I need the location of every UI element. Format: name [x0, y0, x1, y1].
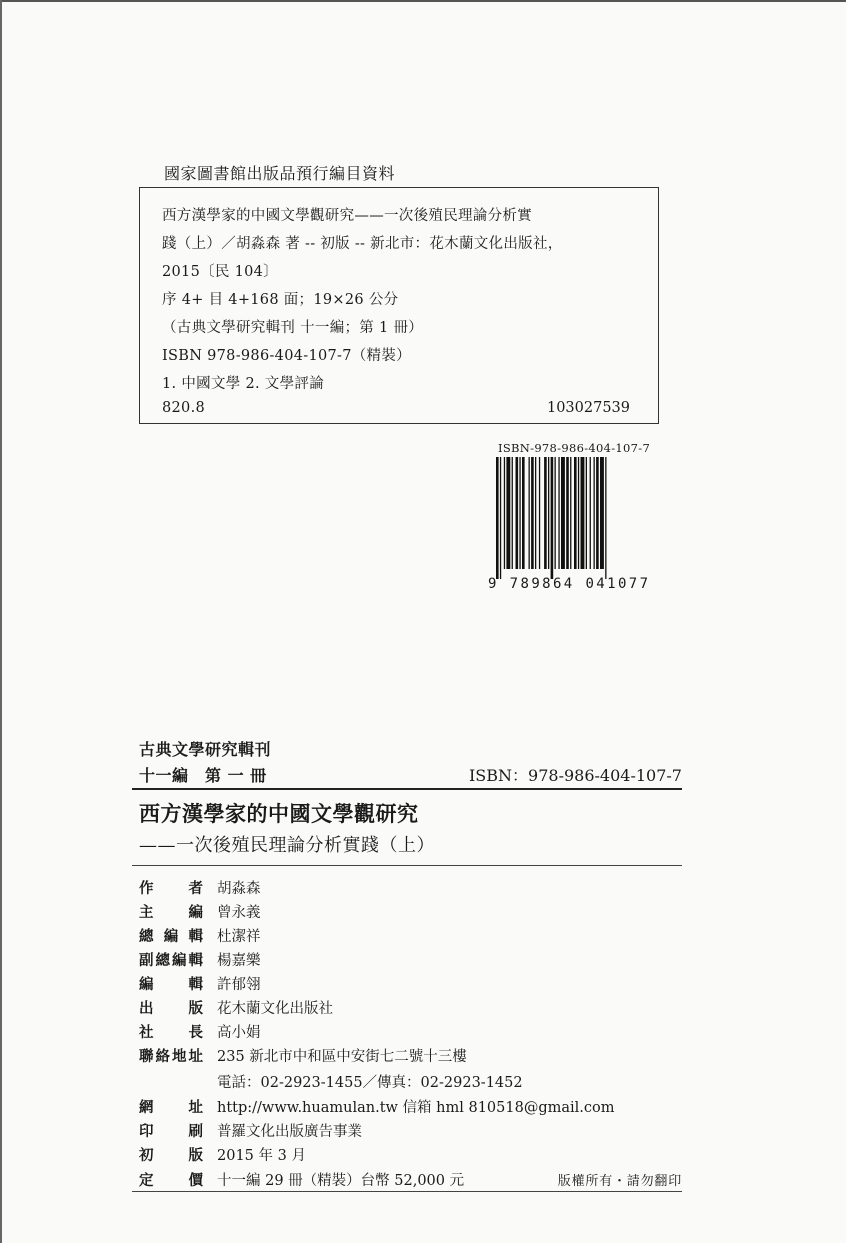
cip-line: 序 4+ 目 4+168 面；19×26 公分	[162, 292, 399, 308]
credit-label: 初版	[139, 1147, 203, 1164]
credit-value: 2015 年 3 月	[217, 1148, 306, 1164]
credit-value: 胡淼森	[217, 881, 261, 897]
credit-label: 印刷	[139, 1123, 203, 1140]
page-top-border	[0, 0, 846, 2]
copyright-notice: 版權所有・請勿翻印	[557, 1174, 682, 1189]
book-subtitle: ——一次後殖民理論分析實踐（上）	[139, 835, 435, 856]
cip-heading: 國家圖書館出版品預行編目資料	[164, 164, 396, 183]
barcode-icon	[488, 457, 658, 579]
isbn-barcode	[488, 441, 658, 596]
credit-label: 網址	[139, 1099, 203, 1116]
cip-line: 1. 中國文學 2. 文學評論	[162, 376, 324, 392]
divider	[132, 788, 682, 790]
credit-value: 235 新北市中和區中安街七二號十三樓	[217, 1049, 467, 1065]
cip-line: 2015〔民 104〕	[162, 264, 278, 280]
page-left-border	[0, 0, 2, 1243]
cip-line: （古典文學研究輯刊 十一編；第 1 冊）	[162, 320, 424, 336]
cip-line: ISBN 978-986-404-107-7（精裝）	[162, 348, 411, 364]
cip-line: 踐（上）／胡淼森 著 -- 初版 -- 新北市：花木蘭文化出版社，	[162, 236, 563, 252]
volume-number: 十一編 第 一 冊	[139, 766, 267, 785]
credit-value: 電話：02-2923-1455／傳真：02-2923-1452	[217, 1075, 523, 1091]
barcode-isbn-label: ISBN-978-986-404-107-7	[498, 441, 651, 455]
credit-label: 聯絡地址	[139, 1048, 203, 1065]
credit-value: 楊嘉樂	[217, 953, 261, 969]
credit-value: http://www.huamulan.tw 信箱 hml 810518@gmail.com	[217, 1100, 615, 1116]
credit-value: 花木蘭文化出版社	[217, 1001, 333, 1017]
cip-record-box	[139, 187, 659, 424]
credit-value: 杜潔祥	[217, 929, 261, 945]
credit-label: 編輯	[139, 976, 203, 993]
cip-class-number: 820.8	[162, 400, 206, 416]
cip-record-number: 103027539	[546, 400, 630, 416]
credit-value: 十一編 29 冊（精裝）台幣 52,000 元	[217, 1173, 465, 1189]
credit-value: 許郁翎	[217, 977, 261, 993]
credit-label: 作者	[139, 880, 203, 897]
book-title: 西方漢學家的中國文學觀研究	[139, 801, 419, 826]
colophon-isbn: ISBN：978-986-404-107-7	[468, 766, 682, 785]
divider	[132, 865, 682, 866]
barcode-digits: 9 789864 041077	[488, 576, 651, 592]
credit-label: 總編輯	[139, 928, 203, 945]
credit-value: 普羅文化出版廣告事業	[217, 1124, 362, 1140]
credit-label: 副總編輯	[139, 952, 203, 969]
cip-line: 西方漢學家的中國文學觀研究——一次後殖民理論分析實	[162, 208, 532, 224]
credit-label: 定價	[139, 1172, 203, 1189]
divider	[132, 1191, 682, 1192]
series-title: 古典文學研究輯刊	[139, 740, 272, 759]
credit-value: 曾永義	[217, 905, 261, 921]
credit-label: 出版	[139, 1000, 203, 1017]
credit-label: 主編	[139, 904, 203, 921]
credit-label: 社長	[139, 1024, 203, 1041]
credit-value: 高小娟	[217, 1025, 261, 1041]
